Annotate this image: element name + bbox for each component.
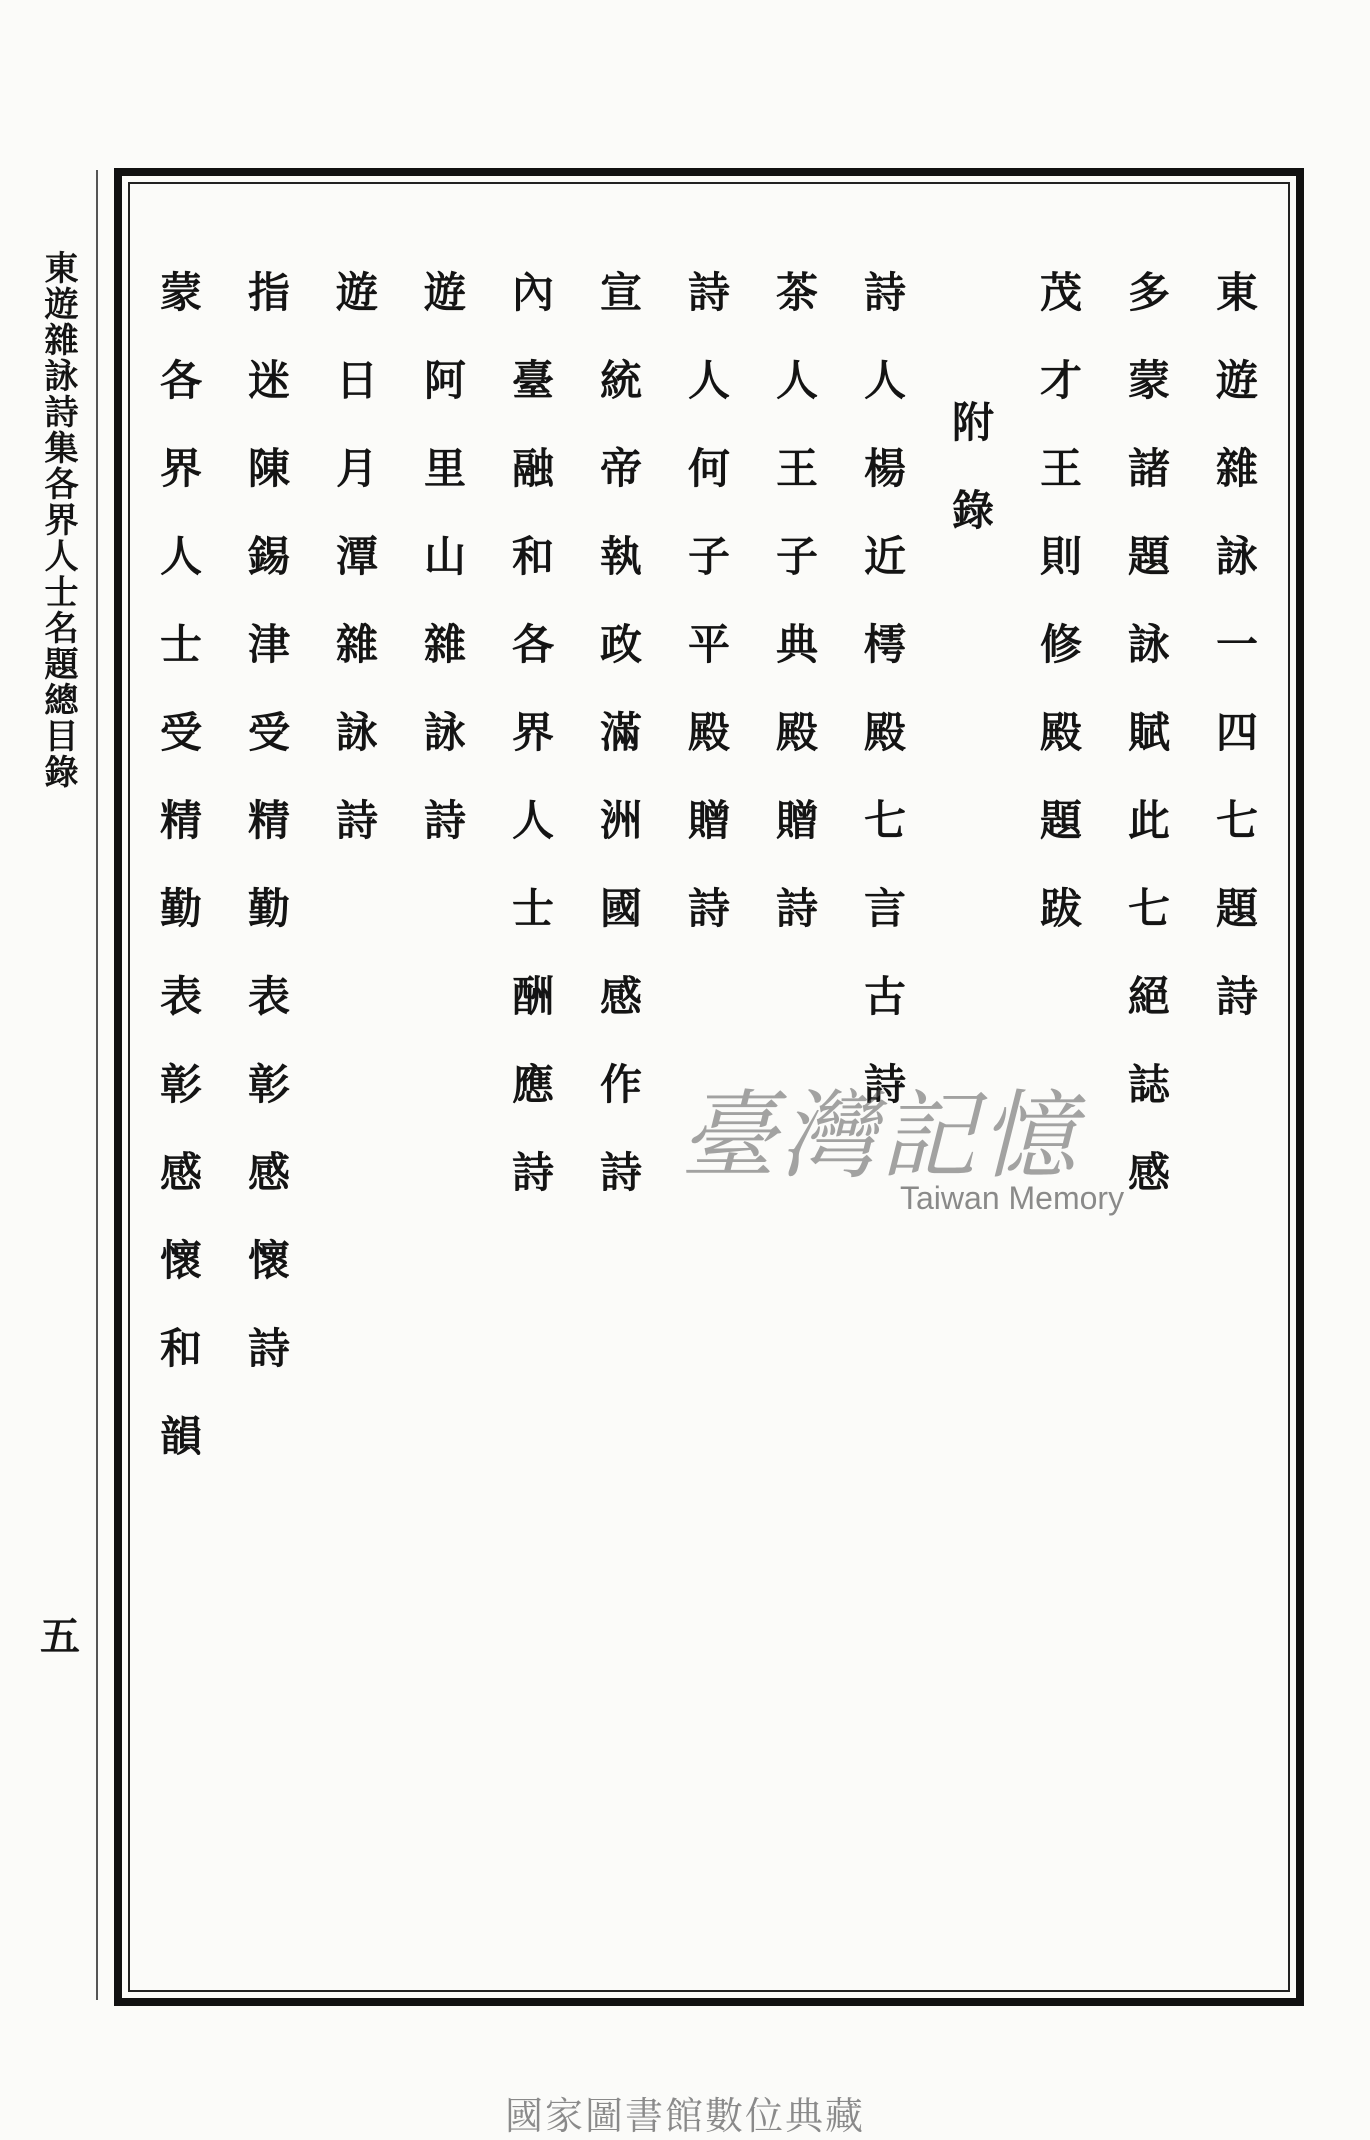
toc-entry-2: 多蒙諸題詠賦此七絕誌感 [1122,270,1171,1238]
toc-entry-6: 茶人王子典殿贈詩 [770,270,819,974]
toc-entry-10: 遊阿里山雜詠詩 [418,270,467,886]
watermark-main-text: 臺灣記憶 [680,1080,1080,1192]
toc-entry-3: 茂才王則修殿題跋 [1034,270,1083,974]
library-credit: 國家圖書館數位典藏 [504,2094,865,2138]
toc-entry-11: 遊日月潭雜詠詩 [330,270,379,886]
toc-entry-5: 詩人楊近樗殿七言古詩 [858,270,907,1150]
page-number: 五 [40,1613,80,1660]
toc-entry-8: 宣統帝執政滿洲國感作詩 [594,270,643,1238]
toc-entry-13: 蒙各界人士受精勤表彰感懷和韻 [154,270,203,1502]
binding-gutter-line [96,170,98,2000]
running-title: 東遊雜詠詩集各界人士名題總目錄 [38,250,78,790]
taiwan-memory-watermark [680,1060,1140,1230]
toc-entry-12: 指迷陳錫津受精勤表彰感懷詩 [242,270,291,1414]
toc-entry-9: 內臺融和各界人士酬應詩 [506,270,555,1238]
watermark-sub-text: Taiwan Memory [900,1180,1125,1216]
appendix-heading: 附錄 [946,400,995,576]
toc-entry-7: 詩人何子平殿贈詩 [682,270,731,974]
toc-entry-1: 東遊雜詠一四七題詩 [1210,270,1259,1062]
